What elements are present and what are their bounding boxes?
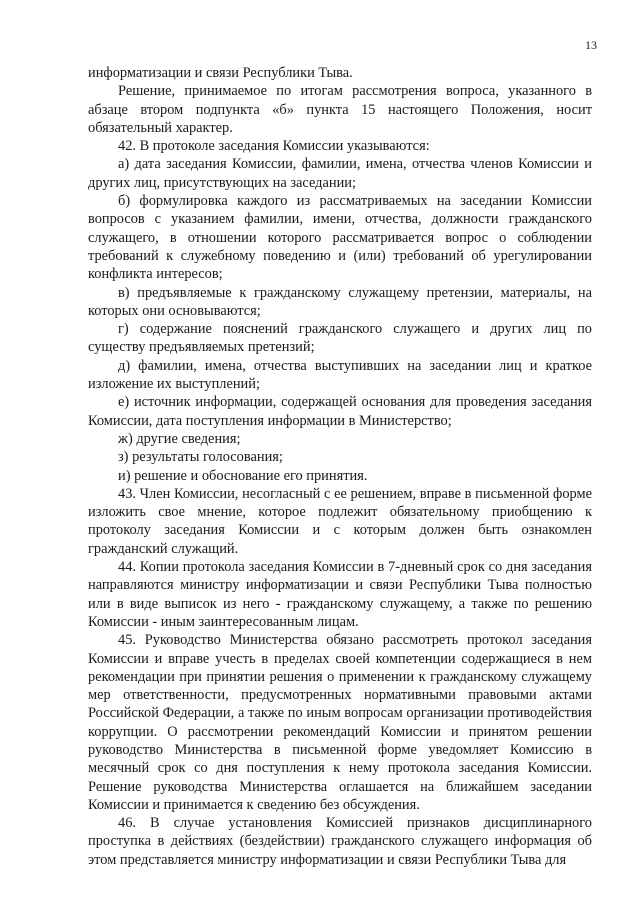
subitem-a: а) дата заседания Комиссии, фамилии, имена, отчества членов Комиссии и других лиц, присутствующих на заседании; (88, 156, 592, 191)
subitem-z: з) результаты голосования; (118, 449, 283, 466)
paragraph-continuation: информатизации и связи Республики Тыва. (88, 65, 353, 81)
subitem-zh: ж) другие сведения; (118, 430, 241, 447)
document-body (88, 64, 592, 869)
paragraph-item-46: 46. В случае установления Комиссией признаков дисциплинарного проступка в действиях (бездействии) гражданского служащего информация об этом представляется министру информатизации и связи Республики Тыва для (88, 815, 592, 868)
subitem-v: в) предъявляемые к гражданскому служащему претензии, материалы, на которых они основываются; (88, 284, 592, 319)
subitem-i: и) решение и обоснование его принятия. (118, 467, 368, 484)
paragraph-item-45: 45. Руководство Министерства обязано рассмотреть протокол заседания Комиссии и вправе учесть в пределах своей компетенции содержащиеся в нем рекомендации при принятии решения о применении к гражданскому служащему мер ответственности, предусмотренных нормативными правовыми актами Российской Федерации, а также по иным вопросам организации противодействия коррупции. О рассмотрении рекомендаций Комиссии и принятом решении руководство Министерства в письменной форме уведомляет Комиссию в месячный срок со дня поступления к нему протокола заседания Комиссии. Решение руководства Министерства оглашается на ближайшем заседании Комиссии и принимается к сведению без обсуждения. (88, 632, 592, 813)
subitem-e: е) источник информации, содержащей основания для проведения заседания Комиссии, дата поступления информации в Министерство; (88, 394, 592, 429)
paragraph-item-43: 43. Член Комиссии, несогласный с ее решением, вправе в письменной форме изложить свое мнение, которое подлежит обязательному приобщению к протоколу заседания Комиссии и с которым должен быть ознакомлен гражданский служащий. (88, 485, 592, 557)
paragraph-item-44: 44. Копии протокола заседания Комиссии в 7-дневный срок со дня заседания направляются министру информатизации и связи Республики Тыва полностью или в виде выписок из него - гражданскому служащему, а также по решению Комиссии - иным заинтересованным лицам. (88, 559, 592, 630)
page-number: 13 (585, 38, 597, 52)
subitem-d: д) фамилии, имена, отчества выступивших на заседании лиц и краткое изложение их выступлений; (88, 357, 592, 393)
paragraph-decision: Решение, принимаемое по итогам рассмотрения вопроса, указанного в абзаце втором подпункта «б» пункта 15 настоящего Положения, носит обязательный характер. (88, 83, 592, 136)
subitem-g: г) содержание пояснений гражданского служащего и других лиц по существу предъявляемых претензий; (88, 321, 592, 356)
paragraph-item-42: 42. В протоколе заседания Комиссии указываются: (118, 138, 430, 155)
subitem-b: б) формулировка каждого из рассматриваемых на заседании Комиссии вопросов с указанием фамилии, имени, отчества, должности гражданского служащего, в отношении которого рассматривается вопрос о соблюдении требований к служебному поведению и (или) требований об урегулировании конфликта интересов; (88, 193, 592, 283)
